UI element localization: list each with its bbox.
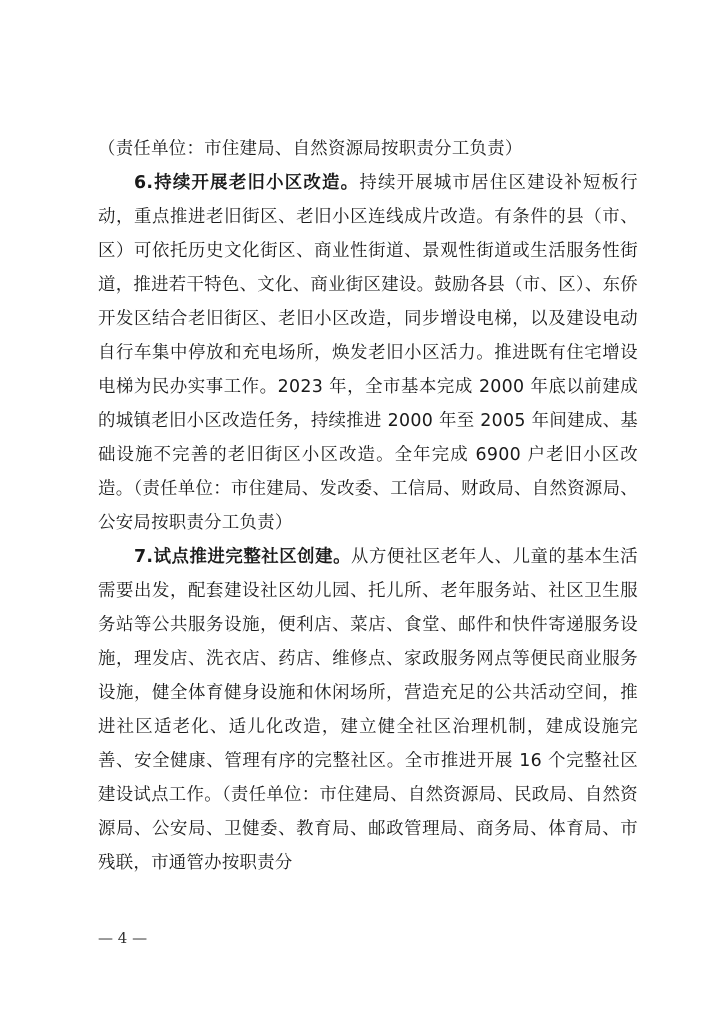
section-6-heading: 6.持续开展老旧小区改造。 xyxy=(134,173,360,193)
section-7-heading: 7.试点推进完整社区创建。 xyxy=(134,547,352,567)
document-body xyxy=(98,132,638,880)
section-7-body: 从方便社区老年人、儿童的基本生活需要出发，配套建设社区幼儿园、托儿所、老年服务站、社区卫生服务站等公共服务设施，便利店、菜店、食堂、邮件和快件寄递服务设施，理发店、洗衣店、药店、维修点、家政服务网点等便民商业服务设施，健全体育健身设施和休闲场所，营造充足的公共活动空间，推进社区适老化、适儿化改造，建立健全社区治理机制，建成设施完善、安全健康、管理有序的完整社区。全市推进开展 16 个完整社区建设试点工作。（责任单位：市住建局、自然资源局、民政局、自然资源局、公安局、卫健委、教育局、邮政管理局、商务局、体育局、市残联，市通管办按职责分 xyxy=(98,547,638,873)
section-6-body: 持续开展城市居住区建设补短板行动，重点推进老旧街区、老旧小区连线成片改造。有条件的县（市、区）可依托历史文化街区、商业性街道、景观性街道或生活服务性街道，推进若干特色、文化、商业街区建设。鼓励各县（市、区）、东侨开发区结合老旧街区、老旧小区改造，同步增设电梯，以及建设电动自行车集中停放和充电场所，焕发老旧小区活力。推进既有住宅增设电梯为民办实事工作。2023 年，全市基本完成 2000 年底以前建成的城镇老旧小区改造任务，持续推进 2000 年至 2005 年间建成、基础设施不完善的老旧街区小区改造。全年完成 6900 户老旧小区改造。（责任单位：市住建局、发改委、工信局、财政局、自然资源局、公安局按职责分工负责） xyxy=(98,173,638,533)
section-7-paragraph xyxy=(98,540,638,880)
section-6-paragraph xyxy=(98,166,638,540)
page-number: — 4 — xyxy=(98,929,148,947)
responsibility-note: （责任单位：市住建局、自然资源局按职责分工负责） xyxy=(98,139,523,159)
